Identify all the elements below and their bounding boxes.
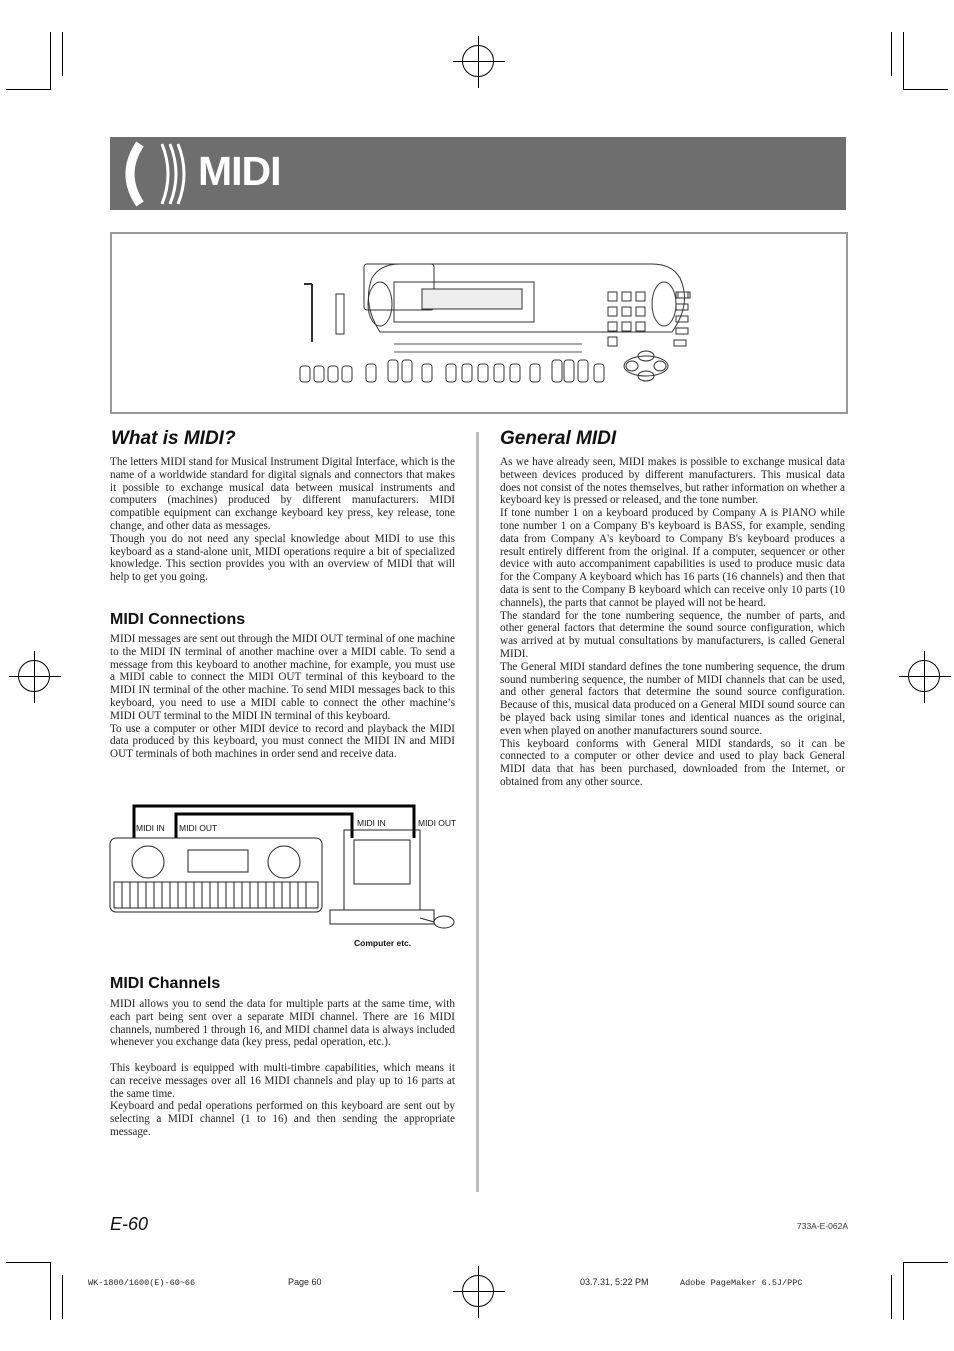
document-code: 733A-E-062A xyxy=(797,1221,849,1231)
what-is-midi-text xyxy=(110,456,455,584)
midi-channels-text xyxy=(110,998,455,1139)
kbd-midi-in-label: MIDI IN xyxy=(136,823,165,833)
paragraph: As we have already seen, MIDI makes is possible to exchange musical data between devices produced by different manufacturers. This musical data does not consist of the notes themselves, but rather information on whether a keyboard key is pressed or released, and the tone number. xyxy=(500,456,845,507)
crop-mark xyxy=(903,1262,904,1320)
general-midi-text xyxy=(500,456,845,789)
paragraph: If tone number 1 on a keyboard produced by Company A is PIANO while tone number 1 on a Company B's keyboard is BASS, for example, sending data from Company A's keyboard to Company B's keyboard produces a result entirely different from the original. If a computer, sequencer or other device with auto accompaniment capabilities is used to produce music data for the Company A keyboard which has 16 parts (16 channels) and then that data is sent to the Company B keyboard which can receive only 10 parts (10 channels), the parts that cannot be played will not be heard. xyxy=(500,507,845,609)
midi-connections-text xyxy=(110,633,455,761)
paragraph: This keyboard conforms with General MIDI standards, so it can be connected to a computer or other device and used to play back General MIDI data that has been purchased, downloaded from the Internet, or obtained from any other source. xyxy=(500,737,845,788)
midi-connections-heading: MIDI Connections xyxy=(110,611,246,628)
paragraph: Keyboard and pedal operations performed on this keyboard are sent out by selecting a MIDI channel (1 to 16) and then sending the appropriate message. xyxy=(110,1100,455,1138)
crop-mark xyxy=(891,1275,892,1319)
paragraph: The General MIDI standard defines the tone numbering sequence, the drum sound numbering sequence, the number of MIDI channels that can be used, and other general factors that determine the sound source configuration. Because of this, musical data produced on a General MIDI sound source can be played back using similar tones and identical nuances as the original, even when played on another manufacturers sound source. xyxy=(500,660,845,737)
crop-mark xyxy=(62,32,63,76)
keyboard-panel-illustration xyxy=(112,234,846,412)
registration-mark xyxy=(18,660,50,692)
crop-mark xyxy=(62,1275,63,1319)
midi-channels-heading: MIDI Channels xyxy=(110,975,221,992)
crop-mark xyxy=(6,1262,50,1263)
slug-app: Adobe PageMaker 6.5J/PPC xyxy=(680,1278,803,1288)
registration-mark xyxy=(462,1275,494,1307)
registration-mark xyxy=(908,660,940,692)
diagram-caption: Computer etc. xyxy=(354,938,412,948)
crop-mark xyxy=(50,32,51,90)
slug-page: Page 60 xyxy=(288,1277,322,1287)
page-title: MIDI xyxy=(198,148,281,194)
paragraph: This keyboard is equipped with multi-timbre capabilities, which means it can receive messages over all 16 MIDI channels and play up to 16 parts at the same time. xyxy=(110,1061,455,1100)
crop-mark xyxy=(50,1262,51,1320)
paragraph: To use a computer or other MIDI device to record and playback the MIDI data produced by this keyboard, you must connect the MIDI IN and MIDI OUT terminals of both machines in order send and receive data. xyxy=(110,722,455,761)
slug-file: WK-1800/1600(E)-60~66 xyxy=(88,1278,196,1288)
kbd-midi-out-label: MIDI OUT xyxy=(179,823,218,833)
paragraph: MIDI messages are sent out through the MIDI OUT terminal of one machine to the MIDI IN terminal of another machine over a MIDI cable. To send a message from this keyboard to another machine, for example, you must use a MIDI cable to connect the MIDI OUT terminal of this keyboard to the MIDI IN terminal of the other machine. To send MIDI messages back to this keyboard, you need to use a MIDI cable to connect the other machine’s MIDI OUT terminal to the MIDI IN terminal of this keyboard. xyxy=(110,633,455,722)
paragraph: Though you do not need any special knowledge about MIDI to use this keyboard as a stand-alone unit, MIDI operations require a bit of specialized knowledge. This section provides you with an overview of MIDI that will help to get you going. xyxy=(110,532,455,584)
paragraph: The letters MIDI stand for Musical Instrument Digital Interface, which is the name of a worldwide standard for digital signals and connectors that makes it possible to exchange musical data between musical instruments and computers (machines) produced by different manufacturers. MIDI compatible equipment can exchange keyboard key press, key release, tone change, and other data as messages. xyxy=(110,456,455,532)
what-is-midi-heading: What is MIDI? xyxy=(111,428,236,449)
slug-date: 03.7.31, 5:22 PM xyxy=(580,1277,649,1287)
general-midi-heading: General MIDI xyxy=(500,428,617,449)
crop-mark xyxy=(904,89,948,90)
pc-midi-in-label: MIDI IN xyxy=(357,818,386,828)
crop-mark xyxy=(903,32,904,90)
page-number: E-60 xyxy=(110,1214,149,1234)
pc-midi-out-label: MIDI OUT xyxy=(418,818,457,828)
crop-mark xyxy=(891,32,892,76)
crop-mark xyxy=(904,1262,948,1263)
keyboard-panel-figure xyxy=(110,232,848,414)
paragraph: The standard for the tone numbering sequence, the number of parts, and other general factors that determine the sound source configuration, which was arrived at by mutual consultations by manufacturers, is called General MIDI. xyxy=(500,609,845,660)
paragraph: MIDI allows you to send the data for multiple parts at the same time, with each part being sent over a separate MIDI channel. There are 16 MIDI channels, numbered 1 through 16, and MIDI channel data is always included whenever you exchange data (key press, pedal operation, etc.). xyxy=(110,998,455,1049)
bracket-decoration xyxy=(118,140,190,208)
crop-mark xyxy=(6,89,50,90)
column-divider xyxy=(476,432,479,1192)
registration-mark xyxy=(462,45,494,77)
